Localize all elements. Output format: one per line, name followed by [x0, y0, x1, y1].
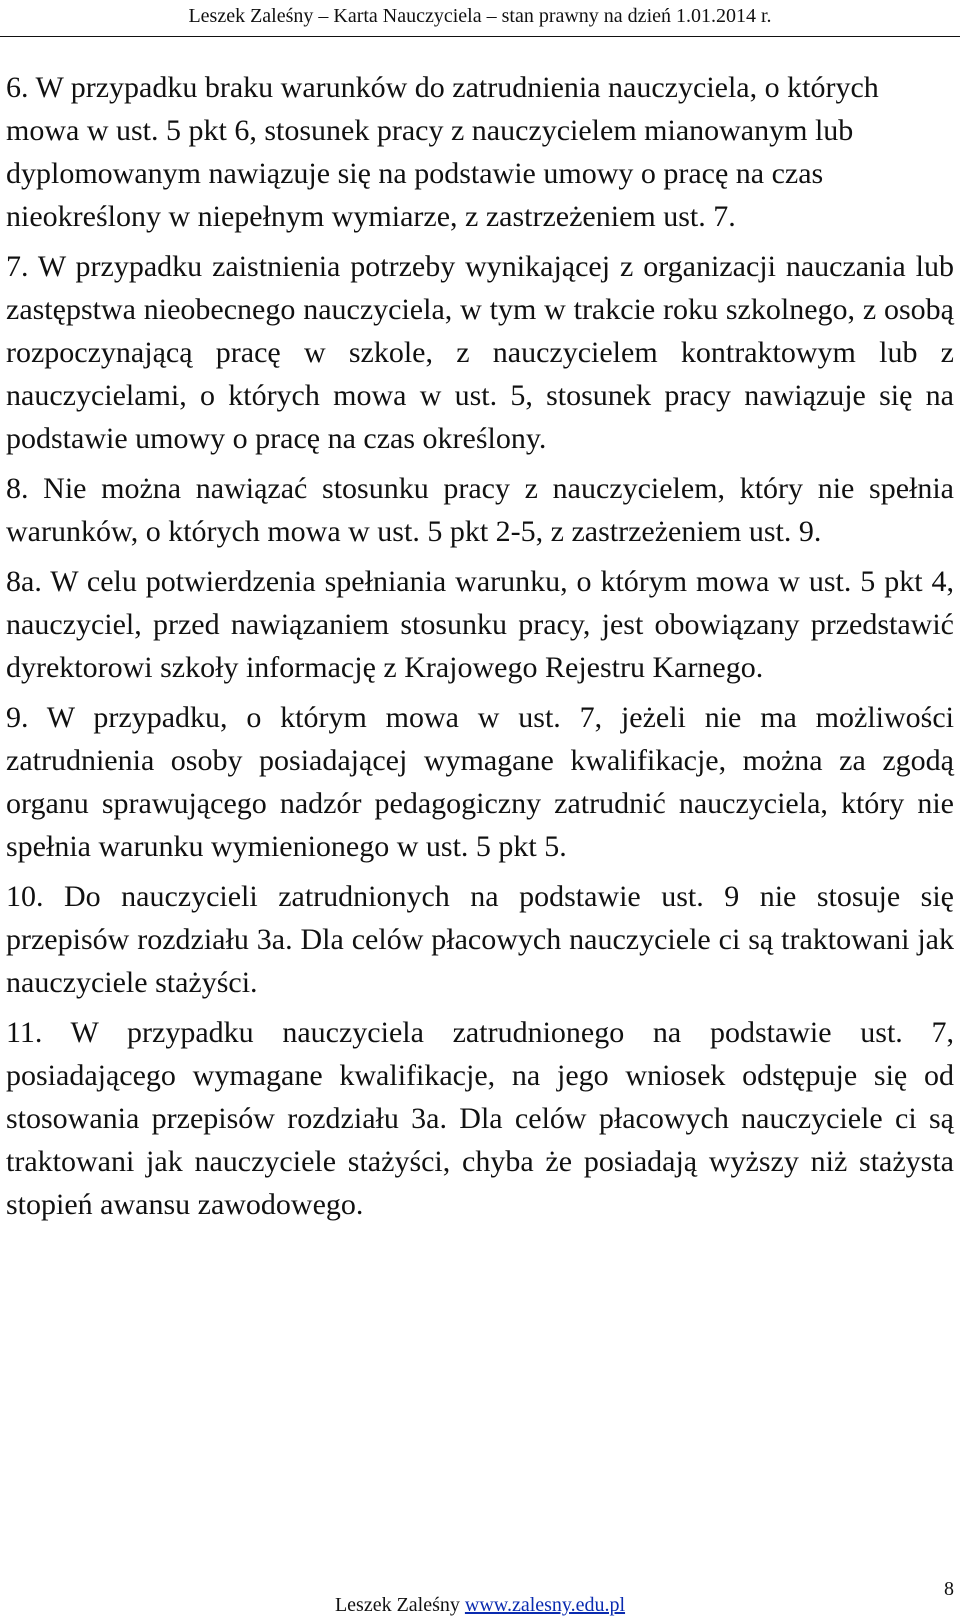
footer-author: Leszek Zaleśny	[334, 1594, 460, 1616]
footer-link[interactable]: www.zalesny.edu.pl	[464, 1594, 626, 1616]
page-footer	[0, 1594, 960, 1616]
paragraph-8a: 8a. W celu potwierdzenia spełniania warunku, o którym mowa w ust. 5 pkt 4, nauczyciel, przed nawiązaniem stosunku pracy, jest obowiązany przedstawić dyrektorowi szkoły informację z Krajowego Rejestru Karnego.	[6, 565, 954, 684]
header-divider	[0, 36, 960, 37]
paragraph-8: 8. Nie można nawiązać stosunku pracy z nauczycielem, który nie spełnia warunków, o których mowa w ust. 5 pkt 2-5, z zastrzeżeniem ust. 9.	[6, 472, 954, 548]
paragraph-7: 7. W przypadku zaistnienia potrzeby wynikającej z organizacji nauczania lub zastępstwa nieobecnego nauczyciela, w tym w trakcie roku szkolnego, z osobą rozpoczynającą pracę w szkole, z nauczycielem kontraktowym lub z nauczycielami, o których mowa w ust. 5, stosunek pracy nawiązuje się na podstawie umowy o pracę na czas określony.	[6, 250, 954, 455]
paragraph-9: 9. W przypadku, o którym mowa w ust. 7, jeżeli nie ma możliwości zatrudnienia osoby posiadającej wymagane kwalifikacje, można za zgodą organu sprawującego nadzór pedagogiczny zatrudnić nauczyciela, który nie spełnia warunku wymienionego w ust. 5 pkt 5.	[6, 701, 954, 863]
paragraph-11: 11. W przypadku nauczyciela zatrudnionego na podstawie ust. 7, posiadającego wymagane kwalifikacje, na jego wniosek odstępuje się od stosowania przepisów rozdziału 3a. Dla celów płacowych nauczyciele ci są traktowani jak nauczyciele stażyści, chyba że posiadają wyższy niż stażysta stopień awansu zawodowego.	[6, 1016, 954, 1221]
paragraph-6: 6. W przypadku braku warunków do zatrudnienia nauczyciela, o których mowa w ust. 5 pkt 6, stosunek pracy z nauczycielem mianowanym lub dyplomowanym nawiązuje się na podstawie umowy o pracę na czas nieokreślony w niepełnym wymiarze, z zastrzeżeniem ust. 7.	[6, 71, 879, 233]
page-number: 8	[944, 1578, 954, 1600]
document-body	[6, 66, 954, 1233]
page-header: Leszek Zaleśny – Karta Nauczyciela – stan prawny na dzień 1.01.2014 r.	[188, 5, 772, 27]
paragraph-10: 10. Do nauczycieli zatrudnionych na podstawie ust. 9 nie stosuje się przepisów rozdziału 3a. Dla celów płacowych nauczyciele ci są traktowani jak nauczyciele stażyści.	[6, 880, 954, 999]
